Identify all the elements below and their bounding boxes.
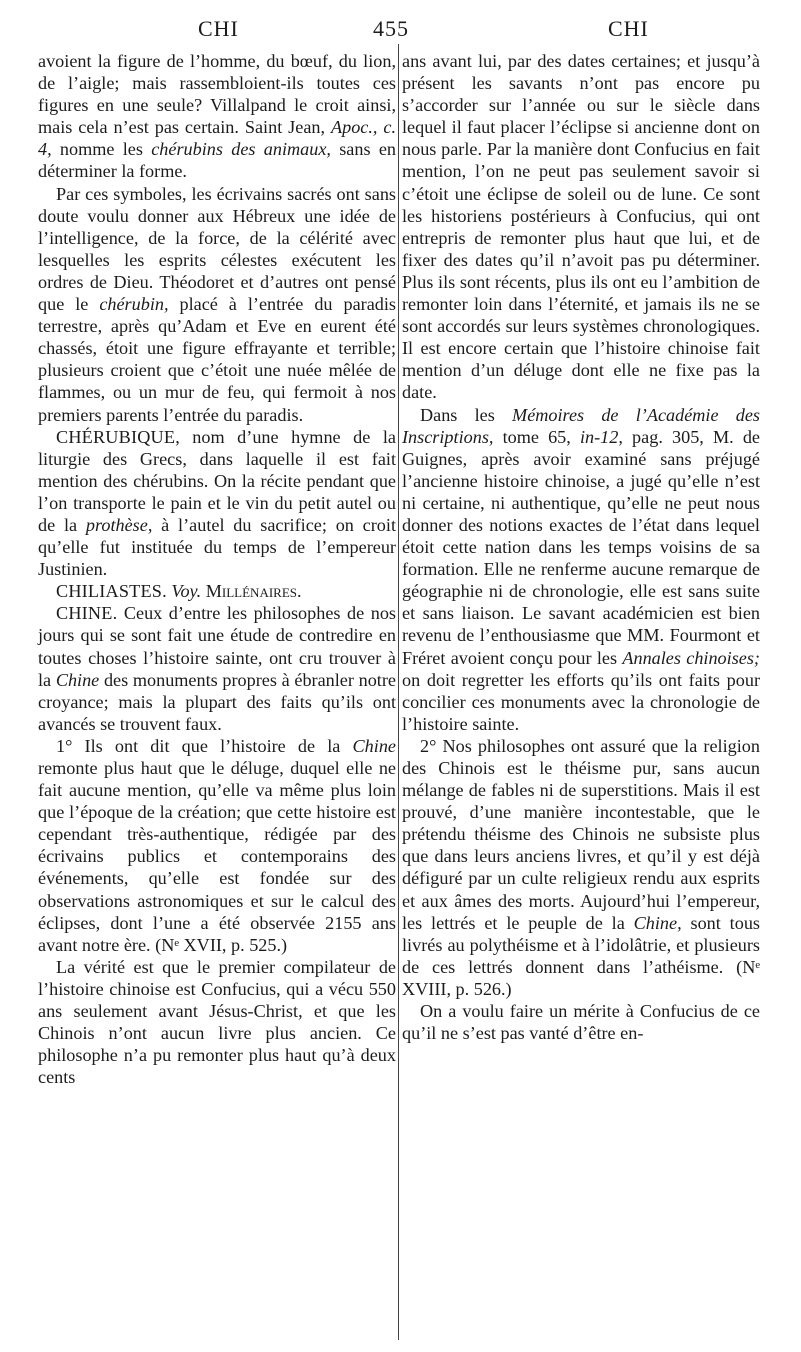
paragraph: On a voulu faire un mérite à Confucius de ce qu’il ne s’est pas vanté d’être en- (402, 1001, 760, 1044)
header-left-guide-word: CHI (198, 16, 239, 41)
right-column (402, 50, 760, 1044)
paragraph: ans avant lui, par des dates certaines; et jusqu’à présent les savants n’ont pas encore pu s’accorder sur l’année ou sur le siècle dans lequel il faut placer l’éclipse si ancienne dont on nous parle. Par la manière dont Confucius en fait mention, l’on ne peut pas seulement savoir si c’étoit une éclipse de soleil ou de lune. Ce sont les historiens postérieurs à Confucius, qui ont entrepris de remonter plus haut que lui, et de fixer des dates qu’il n’avoit pas pu déterminer. Plus ils sont récents, plus ils ont eu l’ambition de remonter loin dans l’éternité, et jamais ils ne se sont accordés sur leurs systèmes chronologiques. Il est encore certain que l’histoire chinoise fait mention d’un déluge dont elle ne fixe pas la date. (402, 51, 760, 403)
entry-cherubique: CHÉRUBIQUE, nom d’une hymne de la liturgie des Grecs, dans laquelle il est fait mention des chérubins. On la récite pendant que l’on transporte le pain et le vin du petit autel ou de la prothèse, à l’autel du sacrifice; on croit qu’elle fut instituée du temps de l’empereur Justinien. (38, 426, 396, 580)
paragraph: Dans les Mémoires de l’Académie des Inscriptions, tome 65, in-12, pag. 305, M. de Guignes, après avoir examiné sans préjugé l’ancienne histoire chinoise, a jugé qu’elle n’est ni certaine, ni authentique, qu’elle ne peut nous donner des notions exactes de l’état dans lequel étoit cette nation dans les temps voisins de sa formation. Elle ne renferme aucune remarque de géographie ni de chronologie, elle est sans suite et sans liaison. Le savant académicien est bien revenu de l’enthousiasme que MM. Fourmont et Fréret avoient conçu pour les Annales chinoises; on doit regretter les efforts qu’ils ont faits pour concilier ces monuments avec la chronologie de l’histoire sainte. (402, 404, 761, 734)
page-number: 455 (373, 16, 409, 41)
entry-chine: CHINE. Ceux d’entre les philosophes de nos jours qui se sont fait une étude de contredire en toutes choses l’histoire sainte, ont cru trouver à la Chine des monuments propres à ébranler notre croyance; mais la plupart des faits qu’ils ont avancés se trouvent faux. (38, 603, 396, 734)
paragraph: Par ces symboles, les écrivains sacrés ont sans doute voulu donner aux Hébreux une idée de l’intelligence, de la force, de la célérité avec lesquelles les esprits célestes exécutent les ordres de Dieu. Théodoret et d’autres ont pensé que le chérubin, placé à l’entrée du paradis terrestre, après qu’Adam et Eve en eurent été chassés, étoit une figure effrayante et terrible; plusieurs croient que c’étoit une nuée mêlée de flammes, ou un mur de feu, qui fermoit à nos premiers parents l’entrée du paradis. (38, 183, 396, 425)
paragraph: 1° Ils ont dit que l’histoire de la Chine remonte plus haut que le déluge, duquel elle ne fait aucune mention, qu’elle va même plus loin que l’époque de la création; que cette histoire est cependant très-authentique, rédigée par des écrivains publics et contemporains des événements, qu’elle est fondée sur des observations astronomiques et sur le calcul des éclipses, dont l’une a été observée 2155 ans avant notre ère. (Nᵉ XVII, p. 525.) (38, 735, 396, 955)
left-column (38, 50, 396, 1088)
paragraph: La vérité est que le premier compilateur de l’histoire chinoise est Confucius, qui a vécu 550 ans seulement avant Jésus-Christ, et que les Chinois n’ont aucun livre plus ancien. Ce philosophe n’a pu remonter plus haut qu’à deux cents (38, 956, 396, 1088)
paragraph: 2° Nos philosophes ont assuré que la religion des Chinois est le théisme pur, sans aucun mélange de fables ni de superstitions. Mais il est prouvé, d’une manière incontestable, que le prétendu théisme des Chinois ne subsiste plus que dans leurs anciens livres, et qu’il y est déjà défiguré par un culte religieux rendu aux esprits et aux âmes des morts. Aujourd’hui l’empereur, les lettrés et le peuple de la Chine, sont tous livrés au polythéisme et à l’idolâtrie, et plusieurs de ces lettrés donnent dans l’athéisme. (Nᵉ XVIII, p. 526.) (402, 735, 761, 999)
paragraph: avoient la figure de l’homme, du bœuf, du lion, de l’aigle; mais rassembloient-ils toutes ces figures en une seule? Villalpand le croit ainsi, mais cela n’est pas certain. Saint Jean, Apoc., c. 4, nomme les chérubins des animaux, sans en déterminer la forme. (38, 51, 396, 182)
running-header (38, 16, 770, 46)
header-right-guide-word: CHI (608, 16, 649, 41)
entry-chiliastes: CHILIASTES. Voy. Millénaires. (56, 581, 302, 602)
column-divider (398, 44, 399, 1340)
